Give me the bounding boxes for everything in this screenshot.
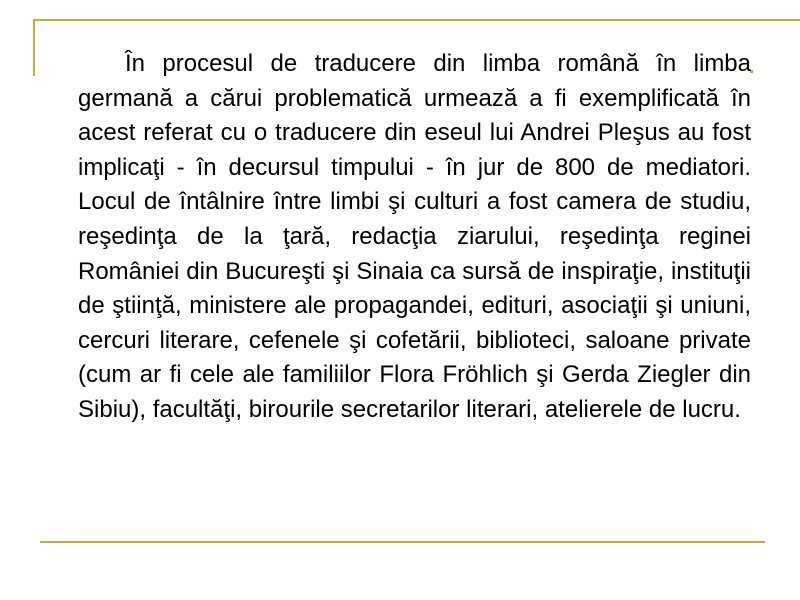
frame-top-line bbox=[33, 19, 800, 21]
body-paragraph: În procesul de traducere din limba română în limba germană a cărui problematică urmează a fi exemplificată în acest referat cu o traducere din eseul lui Andrei Pleşus au fost implicaţi - în decursul timpului - în jur de 800 de mediatori. Locul de întâlnire între limbi şi culturi a fost camera de studiu, reşedinţa de la ţară, redacţia ziarului, reşedinţa reginei României din Bucureşti şi Sinaia ca sursă de inspiraţie, instituţii de ştiinţă, ministere ale propagandei, edituri, asociaţii şi uniuni, cercuri literare, cefenele şi cofetării, biblioteci, saloane private (cum ar fi cele ale familiilor Flora Fröhlich şi Gerda Ziegler din Sibiu), facultăţi, birourile secretarilor literari, atelierele de lucru. bbox=[78, 50, 751, 423]
frame-left-line bbox=[33, 19, 35, 76]
frame-bottom-line bbox=[40, 541, 765, 543]
